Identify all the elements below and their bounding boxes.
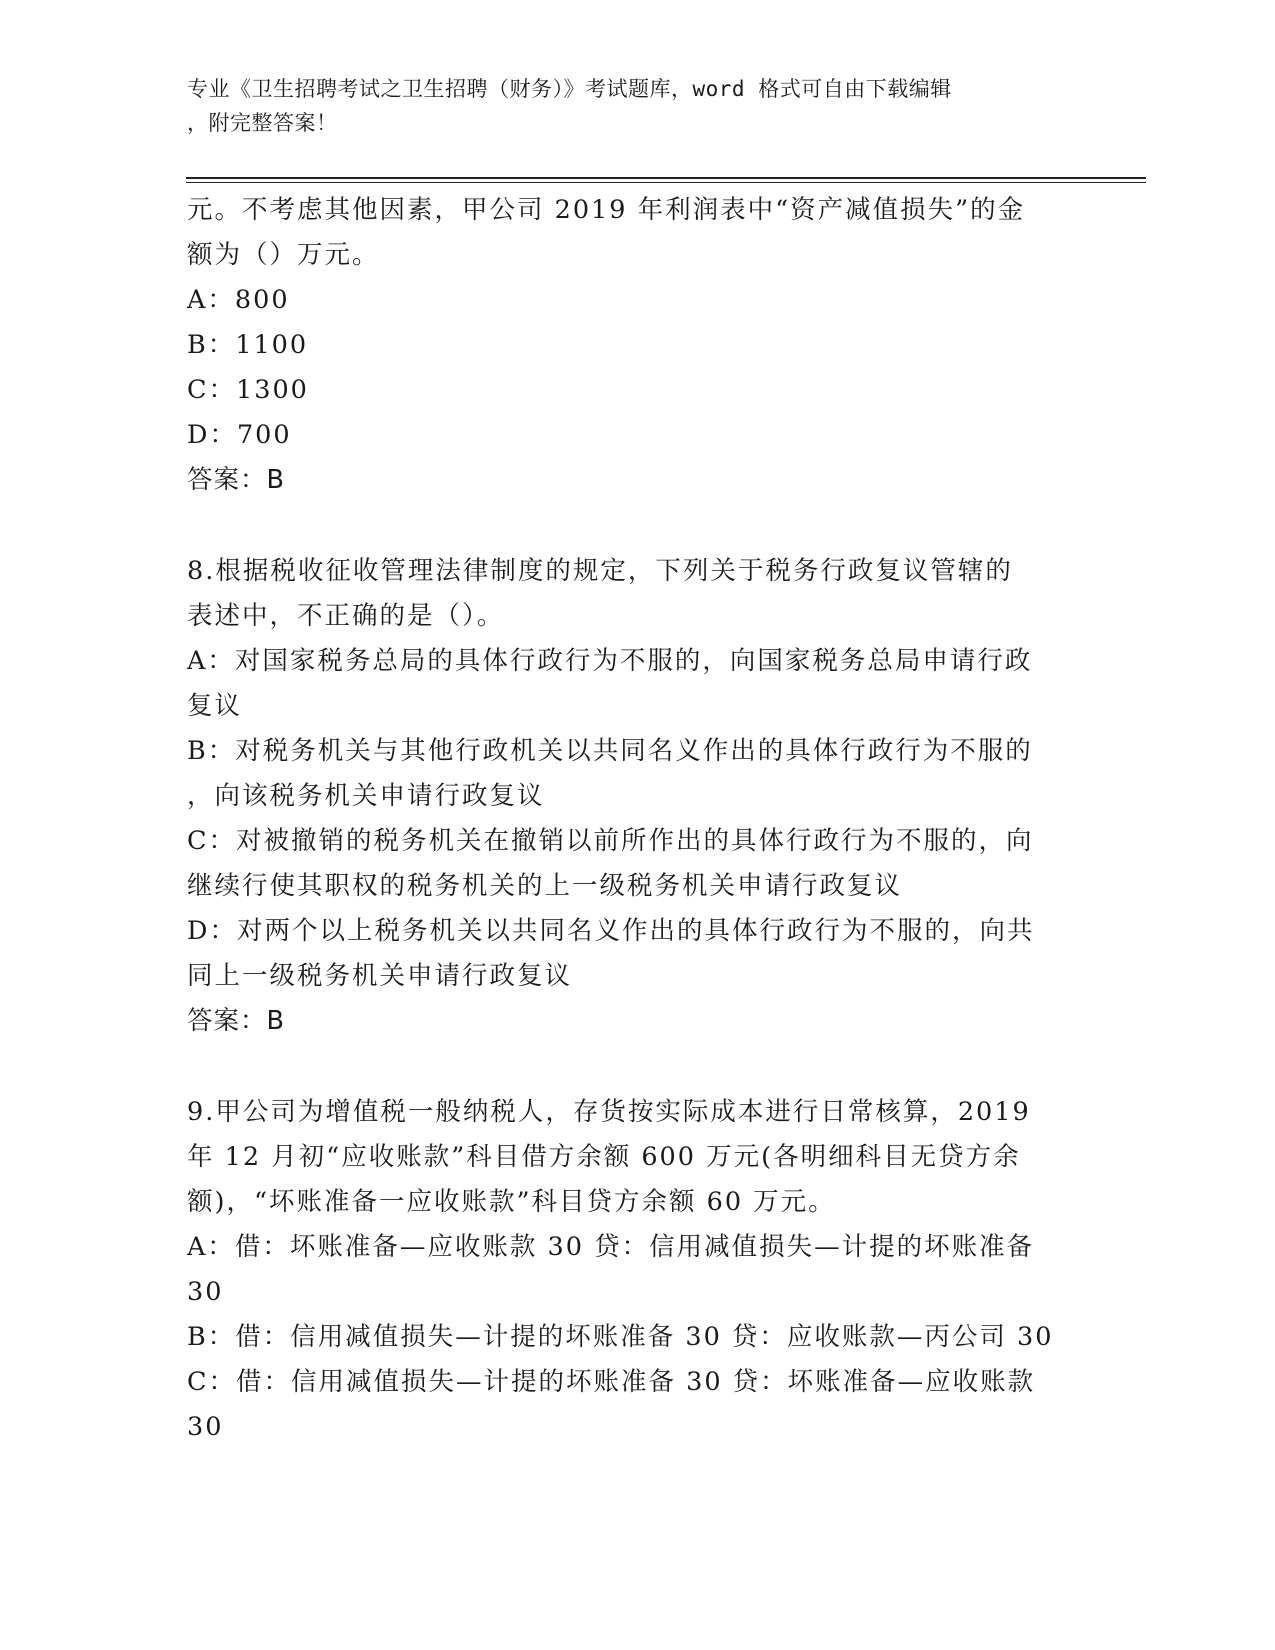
page-header (187, 72, 1067, 140)
answer: 答案：B (187, 1006, 285, 1036)
option-b: ，向该税务机关申请行政复议 (187, 781, 545, 811)
spacer (187, 1044, 1067, 1090)
question-stem: 年 12 月初“应收账款”科目借方余额 600 万元(各明细科目无贷方余 (187, 1142, 1021, 1172)
question-7 (187, 188, 1067, 503)
option-c: 30 (187, 1412, 224, 1442)
option-a: A：借：坏账准备—应收账款 30 贷：信用减值损失—计提的坏账准备 (187, 1232, 1035, 1262)
document-body (187, 188, 1067, 1450)
header-divider (186, 177, 1146, 183)
option-d: D：700 (187, 420, 292, 450)
answer: 答案：B (187, 465, 285, 495)
option-d: 同上一级税务机关申请行政复议 (187, 961, 573, 991)
option-a: 复议 (187, 691, 243, 721)
option-c: C：1300 (187, 375, 309, 405)
option-c: 继续行使其职权的税务机关的上一级税务机关申请行政复议 (187, 871, 903, 901)
option-c: C：借：信用减值损失—计提的坏账准备 30 贷：坏账准备—应收账款 (187, 1367, 1036, 1397)
question-9 (187, 1090, 1067, 1450)
option-c: C：对被撤销的税务机关在撤销以前所作出的具体行政行为不服的，向 (187, 826, 1034, 856)
option-a: A：800 (187, 285, 290, 315)
header-title-line-1: 专业《卫生招聘考试之卫生招聘（财务）》考试题库，word 格式可自由下载编辑 (187, 77, 952, 101)
spacer (187, 503, 1067, 549)
question-stem: 8.根据税收征收管理法律制度的规定，下列关于税务行政复议管辖的 (187, 556, 1013, 586)
option-d: D：对两个以上税务机关以共同名义作出的具体行政行为不服的，向共 (187, 916, 1035, 946)
question-stem: 额为（）万元。 (187, 240, 380, 270)
question-stem: 额)，“坏账准备一应收账款”科目贷方余额 60 万元。 (187, 1187, 836, 1217)
option-a: A：对国家税务总局的具体行政行为不服的，向国家税务总局申请行政 (187, 646, 1033, 676)
header-title-line-2: ，附完整答案！ (187, 111, 338, 135)
question-stem: 9.甲公司为增值税一般纳税人，存货按实际成本进行日常核算，2019 (187, 1097, 1031, 1127)
question-stem: 元。不考虑其他因素，甲公司 2019 年利润表中“资产减值损失”的金 (187, 195, 1026, 225)
question-stem: 表述中，不正确的是（）。 (187, 601, 505, 631)
question-8 (187, 549, 1067, 1044)
option-b: B：借：信用减值损失—计提的坏账准备 30 贷：应收账款—丙公司 30 (187, 1322, 1054, 1352)
option-b: B：对税务机关与其他行政机关以共同名义作出的具体行政行为不服的 (187, 736, 1033, 766)
option-a: 30 (187, 1277, 224, 1307)
option-b: B：1100 (187, 330, 309, 360)
